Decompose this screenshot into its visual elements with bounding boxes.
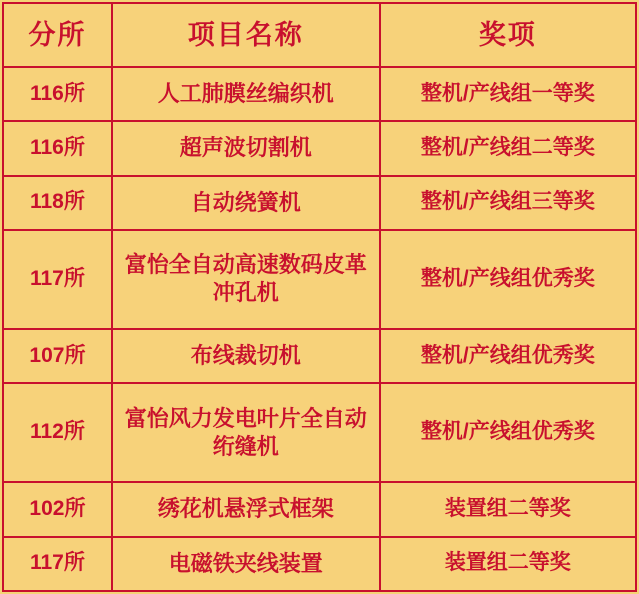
table-row	[3, 67, 636, 121]
cell-project-name: 绣花机悬浮式框架	[112, 482, 380, 536]
cell-project-name: 布线裁切机	[112, 329, 380, 383]
table-row	[3, 230, 636, 329]
cell-project-name: 自动绕簧机	[112, 176, 380, 230]
cell-award: 整机/产线组优秀奖	[380, 230, 636, 329]
cell-award: 整机/产线组一等奖	[380, 67, 636, 121]
cell-award: 装置组二等奖	[380, 537, 636, 591]
award-table	[2, 2, 637, 592]
table-body	[3, 67, 636, 591]
table-row	[3, 176, 636, 230]
cell-project-name: 人工肺膜丝编织机	[112, 67, 380, 121]
cell-unit: 116所	[3, 67, 112, 121]
cell-project-name: 超声波切割机	[112, 121, 380, 175]
cell-unit: 102所	[3, 482, 112, 536]
column-header-award: 奖项	[380, 3, 636, 67]
cell-project-name: 电磁铁夹线装置	[112, 537, 380, 591]
table-row	[3, 537, 636, 591]
cell-unit: 117所	[3, 537, 112, 591]
table-row	[3, 383, 636, 482]
cell-unit: 107所	[3, 329, 112, 383]
cell-award: 整机/产线组优秀奖	[380, 383, 636, 482]
cell-award: 整机/产线组优秀奖	[380, 329, 636, 383]
cell-project-name: 富怡全自动高速数码皮革冲孔机	[112, 230, 380, 329]
column-header-project-name: 项目名称	[112, 3, 380, 67]
table-header-row	[3, 3, 636, 67]
table-header	[3, 3, 636, 67]
cell-award: 整机/产线组三等奖	[380, 176, 636, 230]
cell-unit: 118所	[3, 176, 112, 230]
table-row	[3, 482, 636, 536]
cell-award: 装置组二等奖	[380, 482, 636, 536]
column-header-unit: 分所	[3, 3, 112, 67]
table-row	[3, 121, 636, 175]
table-row	[3, 329, 636, 383]
cell-unit: 116所	[3, 121, 112, 175]
cell-unit: 112所	[3, 383, 112, 482]
cell-unit: 117所	[3, 230, 112, 329]
cell-project-name: 富怡风力发电叶片全自动绗缝机	[112, 383, 380, 482]
cell-award: 整机/产线组二等奖	[380, 121, 636, 175]
